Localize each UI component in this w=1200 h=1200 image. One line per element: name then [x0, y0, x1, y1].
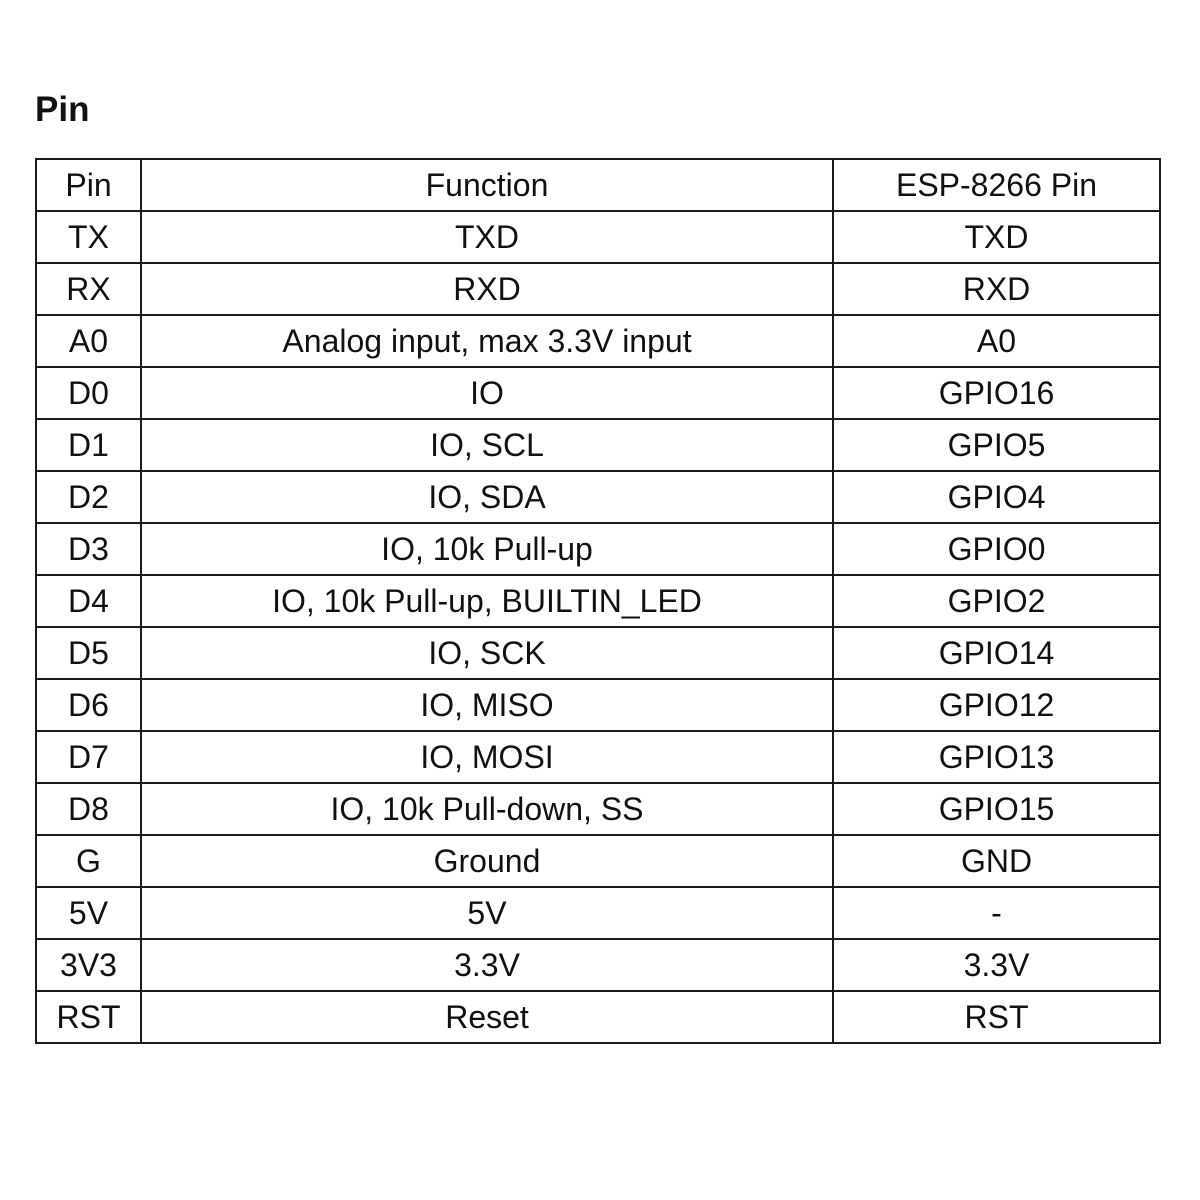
table-row [36, 887, 1160, 939]
cell-pin: D4 [36, 575, 141, 627]
cell-function: IO, SDA [141, 471, 833, 523]
cell-esp-pin: TXD [833, 211, 1160, 263]
cell-function: IO, 10k Pull-down, SS [141, 783, 833, 835]
table-row [36, 835, 1160, 887]
header-pin: Pin [36, 159, 141, 211]
cell-esp-pin: GND [833, 835, 1160, 887]
cell-function: IO, SCL [141, 419, 833, 471]
cell-pin: G [36, 835, 141, 887]
cell-function: IO, 10k Pull-up, BUILTIN_LED [141, 575, 833, 627]
cell-function: IO, SCK [141, 627, 833, 679]
cell-pin: D1 [36, 419, 141, 471]
cell-function: IO, MISO [141, 679, 833, 731]
cell-esp-pin: GPIO12 [833, 679, 1160, 731]
cell-pin: D8 [36, 783, 141, 835]
table-row [36, 315, 1160, 367]
cell-function: Analog input, max 3.3V input [141, 315, 833, 367]
cell-esp-pin: 3.3V [833, 939, 1160, 991]
cell-esp-pin: GPIO16 [833, 367, 1160, 419]
cell-pin: D6 [36, 679, 141, 731]
cell-esp-pin: A0 [833, 315, 1160, 367]
pin-table [35, 158, 1161, 1044]
cell-pin: 5V [36, 887, 141, 939]
page-title: Pin [35, 90, 90, 129]
cell-pin: TX [36, 211, 141, 263]
cell-function: 5V [141, 887, 833, 939]
cell-function: IO, 10k Pull-up [141, 523, 833, 575]
cell-function: IO, MOSI [141, 731, 833, 783]
cell-pin: RX [36, 263, 141, 315]
cell-pin: D3 [36, 523, 141, 575]
table-row [36, 263, 1160, 315]
table-row [36, 419, 1160, 471]
header-row [36, 159, 1160, 211]
header-esp-pin: ESP-8266 Pin [833, 159, 1160, 211]
cell-function: IO [141, 367, 833, 419]
cell-function: TXD [141, 211, 833, 263]
table-row [36, 211, 1160, 263]
table-header [36, 159, 1160, 211]
cell-function: RXD [141, 263, 833, 315]
table-row [36, 783, 1160, 835]
table-row [36, 731, 1160, 783]
table-row [36, 575, 1160, 627]
cell-esp-pin: RST [833, 991, 1160, 1043]
table-body [36, 211, 1160, 1043]
cell-pin: D2 [36, 471, 141, 523]
cell-esp-pin: RXD [833, 263, 1160, 315]
cell-esp-pin: GPIO0 [833, 523, 1160, 575]
cell-esp-pin: GPIO15 [833, 783, 1160, 835]
cell-pin: RST [36, 991, 141, 1043]
table-row [36, 991, 1160, 1043]
table-row [36, 367, 1160, 419]
cell-esp-pin: GPIO4 [833, 471, 1160, 523]
table-row [36, 939, 1160, 991]
cell-esp-pin: - [833, 887, 1160, 939]
cell-pin: 3V3 [36, 939, 141, 991]
cell-pin: D7 [36, 731, 141, 783]
header-function: Function [141, 159, 833, 211]
cell-pin: D0 [36, 367, 141, 419]
cell-esp-pin: GPIO13 [833, 731, 1160, 783]
cell-function: 3.3V [141, 939, 833, 991]
cell-esp-pin: GPIO5 [833, 419, 1160, 471]
cell-esp-pin: GPIO2 [833, 575, 1160, 627]
cell-function: Reset [141, 991, 833, 1043]
table-row [36, 523, 1160, 575]
table-row [36, 627, 1160, 679]
table-row [36, 471, 1160, 523]
cell-pin: A0 [36, 315, 141, 367]
cell-pin: D5 [36, 627, 141, 679]
table-row [36, 679, 1160, 731]
cell-esp-pin: GPIO14 [833, 627, 1160, 679]
cell-function: Ground [141, 835, 833, 887]
